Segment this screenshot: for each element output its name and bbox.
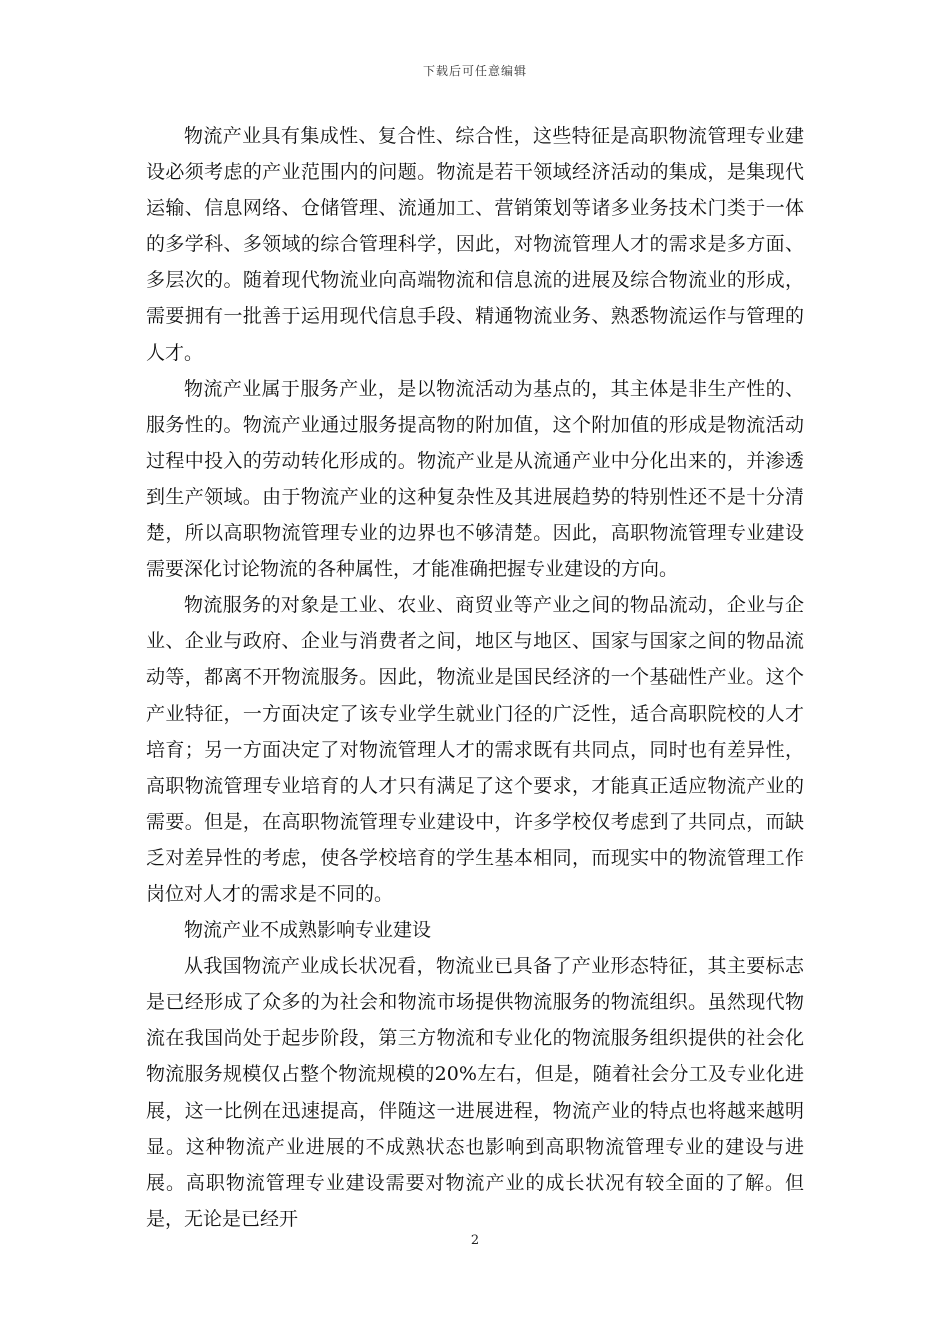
paragraph-service-industry: 物流产业属于服务产业，是以物流活动为基点的，其主体是非生产性的、服务性的。物流产业通过服务提高物的附加值，这个附加值的形成是物流活动过程中投入的劳动转化形成的。物流产业是从流通产业中分化出来的，并渗透到生产领域。由于物流产业的这种复杂性及其进展趋势的特别性还不是十分清楚，所以高职物流管理专业的边界也不够清楚。因此，高职物流管理专业建设需要深化讨论物流的各种属性，才能准确把握专业建设的方向。	[146, 377, 804, 581]
section-heading: 物流产业不成熟影响专业建设	[184, 919, 432, 942]
paragraph-industry-characteristics: 物流产业具有集成性、复合性、综合性，这些特征是高职物流管理专业建设必须考虑的产业范围内的问题。物流是若干领域经济活动的集成，是集现代运输、信息网络、仓储管理、流通加工、营销策划等诸多业务技术门类于一体的多学科、多领域的综合管理科学，因此，对物流管理人才的需求是多方面、多层次的。随着现代物流业向高端物流和信息流的进展及综合物流业的形成，需要拥有一批善于运用现代信息手段、精通物流业务、熟悉物流运作与管理的人才。	[146, 125, 804, 364]
paragraph-industry-growth: 从我国物流产业成长状况看，物流业已具备了产业形态特征，其主要标志是已经形成了众多的为社会和物流市场提供物流服务的物流组织。虽然现代物流在我国尚处于起步阶段，第三方物流和专业化的物流服务组织提供的社会化物流服务规模仅占整个物流规模的20%左右，但是，随着社会分工及专业化进展，这一比例在迅速提高，伴随这一进展进程，物流产业的特点也将越来越明显。这种物流产业进展的不成熟状态也影响到高职物流管理专业的建设与进展。高职物流管理专业建设需要对物流产业的成长状况有较全面的了解。但是，无论是已经开	[146, 955, 804, 1230]
document-body	[146, 118, 804, 1237]
page-number: 2	[470, 1233, 480, 1248]
page-header: 下载后可任意编辑	[422, 64, 527, 78]
paragraph-service-objects: 物流服务的对象是工业、农业、商贸业等产业之间的物品流动，企业与企业、企业与政府、企业与消费者之间，地区与地区、国家与国家之间的物品流动等，都离不开物流服务。因此，物流业是国民经济的一个基础性产业。这个产业特征，一方面决定了该专业学生就业门径的广泛性，适合高职院校的人才培育；另一方面决定了对物流管理人才的需求既有共同点，同时也有差异性，高职物流管理专业培育的人才只有满足了这个要求，才能真正适应物流产业的需要。但是，在高职物流管理专业建设中，许多学校仅考虑到了共同点，而缺乏对差异性的考虑，使各学校培育的学生基本相同，而现实中的物流管理工作岗位对人才的需求是不同的。	[146, 594, 804, 905]
